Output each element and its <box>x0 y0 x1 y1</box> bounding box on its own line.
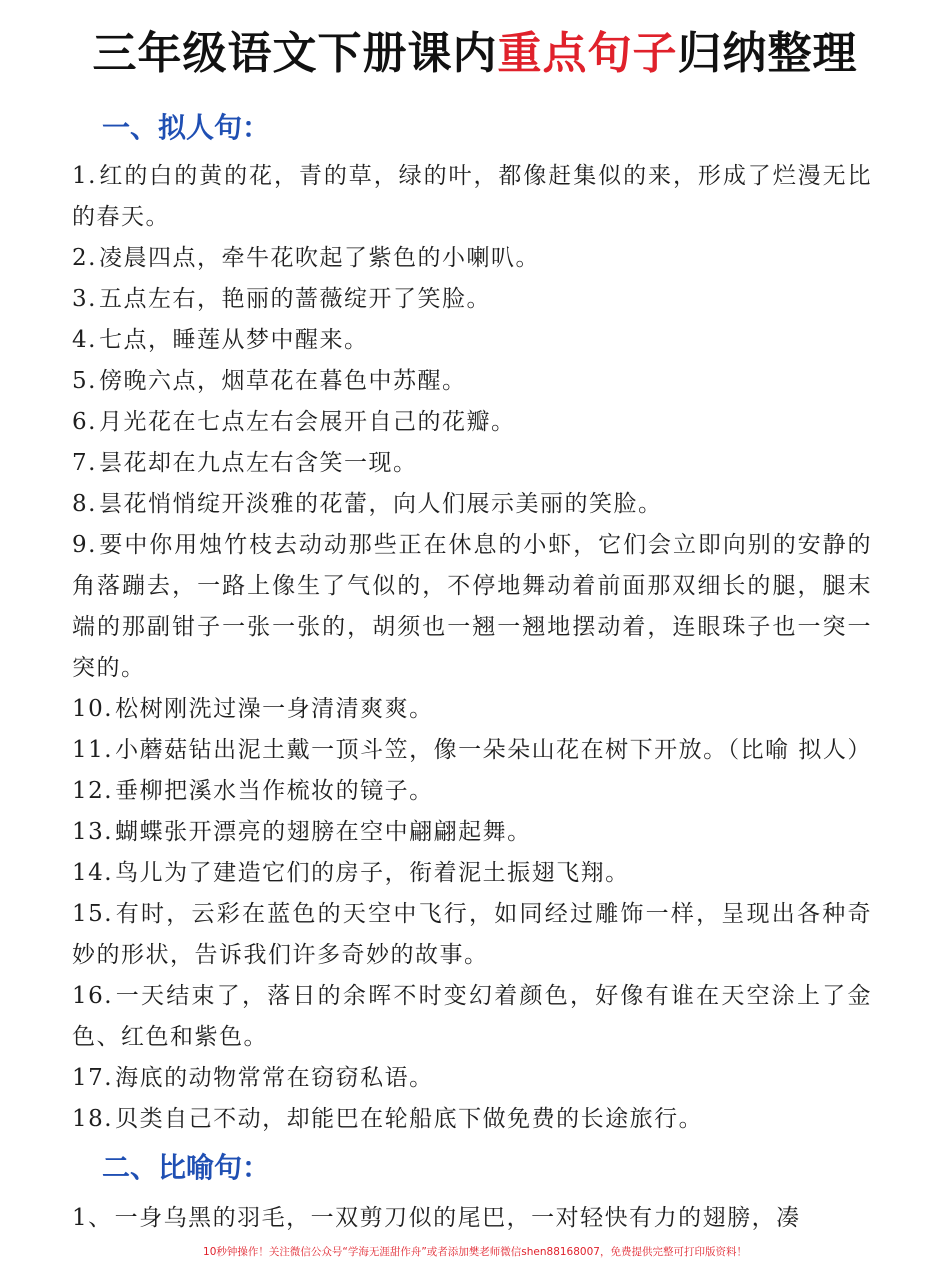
item-text: 海底的动物常常在窃窃私语。 <box>115 1065 434 1091</box>
item-text: 有时，云彩在蓝色的天空中飞行，如同经过雕饰一样，呈现出各种奇妙的形状，告诉我们许多奇妙的故事。 <box>72 901 872 968</box>
item-number: 8. <box>72 491 97 517</box>
item-number: 4. <box>72 327 97 353</box>
section-heading-metaphor: 二、比喻句： <box>102 1151 271 1184</box>
list-item <box>72 730 872 771</box>
item-text: 小蘑菇钻出泥土戴一顶斗笠，像一朵朵山花在树下开放。（比喻 拟人） <box>115 737 872 763</box>
list-item <box>72 402 872 443</box>
page-title <box>0 22 950 86</box>
item-text: 一天结束了，落日的余晖不时变幻着颜色，好像有谁在天空涂上了金色、红色和紫色。 <box>72 983 872 1050</box>
list-item <box>72 238 872 279</box>
list-item <box>72 156 872 238</box>
item-text: 鸟儿为了建造它们的房子，衔着泥土振翅飞翔。 <box>115 860 630 886</box>
item-number: 7. <box>72 450 97 476</box>
item-number: 6. <box>72 409 97 435</box>
item-number: 1. <box>72 163 97 189</box>
list-item <box>72 771 872 812</box>
item-number: 3. <box>72 286 97 312</box>
item-text: 凌晨四点，牵牛花吹起了紫色的小喇叭。 <box>98 245 540 271</box>
list-item <box>72 279 872 320</box>
item-text: 昙花却在九点左右含笑一现。 <box>98 450 418 476</box>
item-number: 1、 <box>72 1205 113 1231</box>
item-text: 红的白的黄的花，青的草，绿的叶，都像赶集似的来，形成了烂漫无比的春天。 <box>72 163 872 230</box>
item-text: 五点左右，艳丽的蔷薇绽开了笑脸。 <box>98 286 491 312</box>
item-text: 昙花悄悄绽开淡雅的花蕾，向人们展示美丽的笑脸。 <box>98 491 663 517</box>
item-text: 垂柳把溪水当作梳妆的镜子。 <box>115 778 434 804</box>
item-text: 一身乌黑的羽毛，一双剪刀似的尾巴，一对轻快有力的翅膀，凑 <box>114 1205 801 1231</box>
item-number: 10. <box>72 696 114 722</box>
list-item <box>72 689 872 730</box>
item-text: 傍晚六点，烟草花在暮色中苏醒。 <box>98 368 467 394</box>
title-part-2: 归纳整理 <box>677 28 858 79</box>
item-number: 16. <box>72 983 114 1009</box>
list-item <box>72 361 872 402</box>
item-number: 17. <box>72 1065 114 1091</box>
list-item <box>72 1198 872 1239</box>
item-text: 七点，睡莲从梦中醒来。 <box>98 327 369 353</box>
footer-promo-text: 10秒钟操作！关注微信公众号“学海无涯甜作舟”或者添加樊老师微信shen88168007，免费提供完整可打印版资料！ <box>203 1246 747 1258</box>
item-number: 5. <box>72 368 97 394</box>
list-item <box>72 484 872 525</box>
item-number: 13. <box>72 819 114 845</box>
item-text: 贝类自己不动，却能巴在轮船底下做免费的长途旅行。 <box>115 1106 704 1132</box>
list-item <box>72 443 872 484</box>
personification-sentence-list <box>72 156 872 1140</box>
list-item <box>72 1058 872 1099</box>
list-item <box>72 853 872 894</box>
list-item <box>72 894 872 976</box>
title-part-1: 三年级语文下册课内 <box>92 28 498 79</box>
item-text: 松树刚洗过澡一身清清爽爽。 <box>115 696 434 722</box>
list-item <box>72 1099 872 1140</box>
list-item <box>72 525 872 689</box>
item-text: 要中你用烛竹枝去动动那些正在休息的小虾，它们会立即向别的安静的角落蹦去，一路上像生了气似的，不停地舞动着前面那双细长的腿，腿末端的那副钳子一张一张的，胡须也一翘一翘地摆动着，连眼珠子也一突一突的。 <box>72 532 872 681</box>
item-text: 蝴蝶张开漂亮的翅膀在空中翩翩起舞。 <box>115 819 532 845</box>
metaphor-sentence-list <box>72 1198 872 1239</box>
item-number: 14. <box>72 860 114 886</box>
list-item <box>72 976 872 1058</box>
item-number: 9. <box>72 532 97 558</box>
item-number: 12. <box>72 778 114 804</box>
item-text: 月光花在七点左右会展开自己的花瓣。 <box>98 409 516 435</box>
section-heading-personification: 一、拟人句： <box>102 111 271 144</box>
item-number: 11. <box>72 737 114 763</box>
list-item <box>72 812 872 853</box>
item-number: 18. <box>72 1106 114 1132</box>
item-number: 2. <box>72 245 97 271</box>
title-highlight: 重点句子 <box>497 28 678 79</box>
list-item <box>72 320 872 361</box>
item-number: 15. <box>72 901 114 927</box>
